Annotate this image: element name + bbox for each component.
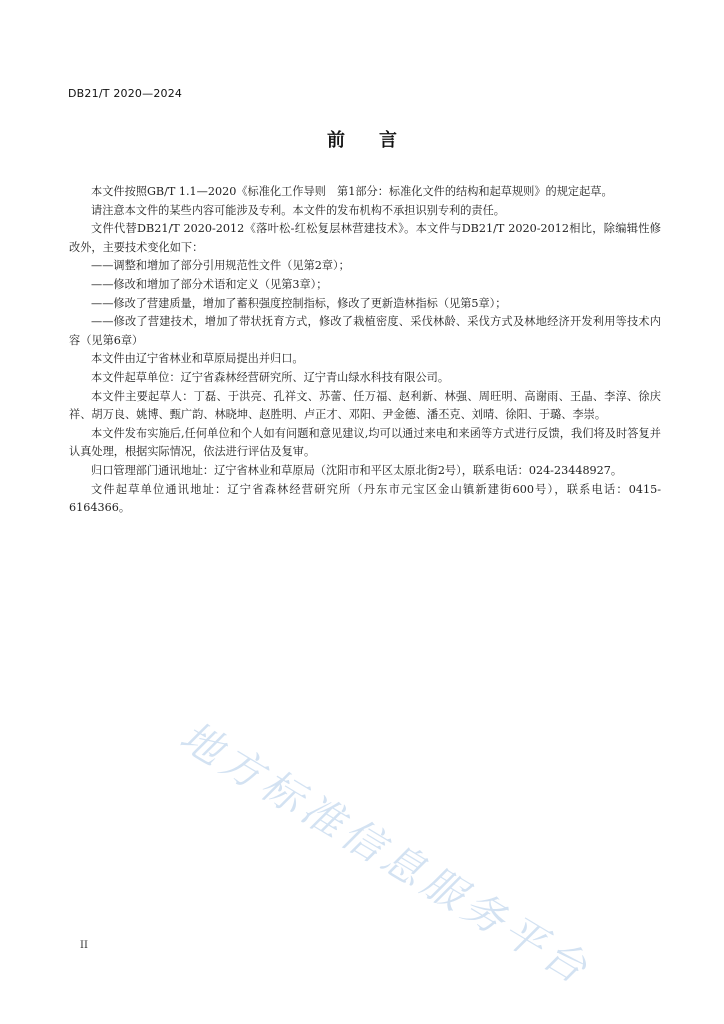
- change-item: ——修改和增加了部分术语和定义（见第3章）；: [91, 277, 328, 291]
- document-code: DB21/T 2020—2024: [68, 87, 183, 100]
- page-number: II: [80, 940, 88, 951]
- change-item: ——修改了营建技术，增加了带状抚育方式，修改了栽植密度、采伐林龄、采伐方式及林地经济开发利用等技术内容（见第6章）: [69, 315, 661, 347]
- change-item: ——修改了营建质量，增加了蓄积强度控制指标，修改了更新造林指标（见第5章）；: [91, 296, 507, 310]
- paragraph-patent-notice: 请注意本文件的某些内容可能涉及专利。本文件的发布机构不承担识别专利的责任。: [91, 203, 505, 217]
- paragraph-drafting-rules: 本文件按照GB/T 1.1—2020《标准化工作导则 第1部分：标准化文件的结构和起草规则》的规定起草。: [91, 185, 613, 198]
- foreword-body: [69, 183, 661, 518]
- paragraph-replacement: 文件代替DB21/T 2020-2012《落叶松-红松复层林营建技术》。本文件与DB21/T 2020-2012相比，除编辑性修改外，主要技术变化如下：: [69, 222, 661, 254]
- watermark: 地方标准信息服务平台: [171, 711, 600, 996]
- page-title: 前言: [327, 130, 431, 151]
- change-item: ——调整和增加了部分引用规范性文件（见第2章）；: [91, 259, 350, 273]
- paragraph-authority-contact: 归口管理部门通讯地址：辽宁省林业和草原局（沈阳市和平区太原北街2号），联系电话：024-23448927。: [91, 463, 623, 477]
- paragraph-proposer: 本文件由辽宁省林业和草原局提出并归口。: [91, 352, 304, 366]
- paragraph-feedback: 本文件发布实施后,任何单位和个人如有问题和意见建议,均可以通过来电和来函等方式进行反馈，我们将及时答复并认真处理，根据实际情况，依法进行评估及复审。: [69, 426, 661, 459]
- paragraph-drafting-units: 本文件起草单位：辽宁省森林经营研究所、辽宁青山绿水科技有限公司。: [91, 370, 450, 384]
- paragraph-drafter-contact: 文件起草单位通讯地址：辽宁省森林经营研究所（丹东市元宝区金山镇新建街600号），联系电话：0415-6164366。: [69, 482, 661, 515]
- paragraph-drafters: 本文件主要起草人：丁磊、于洪亮、孔祥文、苏蕾、任万福、赵利新、林强、周旺明、高谢雨、王晶、李淳、徐庆祥、胡万良、姚博、甄广韵、林晓坤、赵胜明、卢正才、邓阳、尹金德、潘丕克、刘晴、徐阳、于璐、李崇。: [69, 389, 661, 422]
